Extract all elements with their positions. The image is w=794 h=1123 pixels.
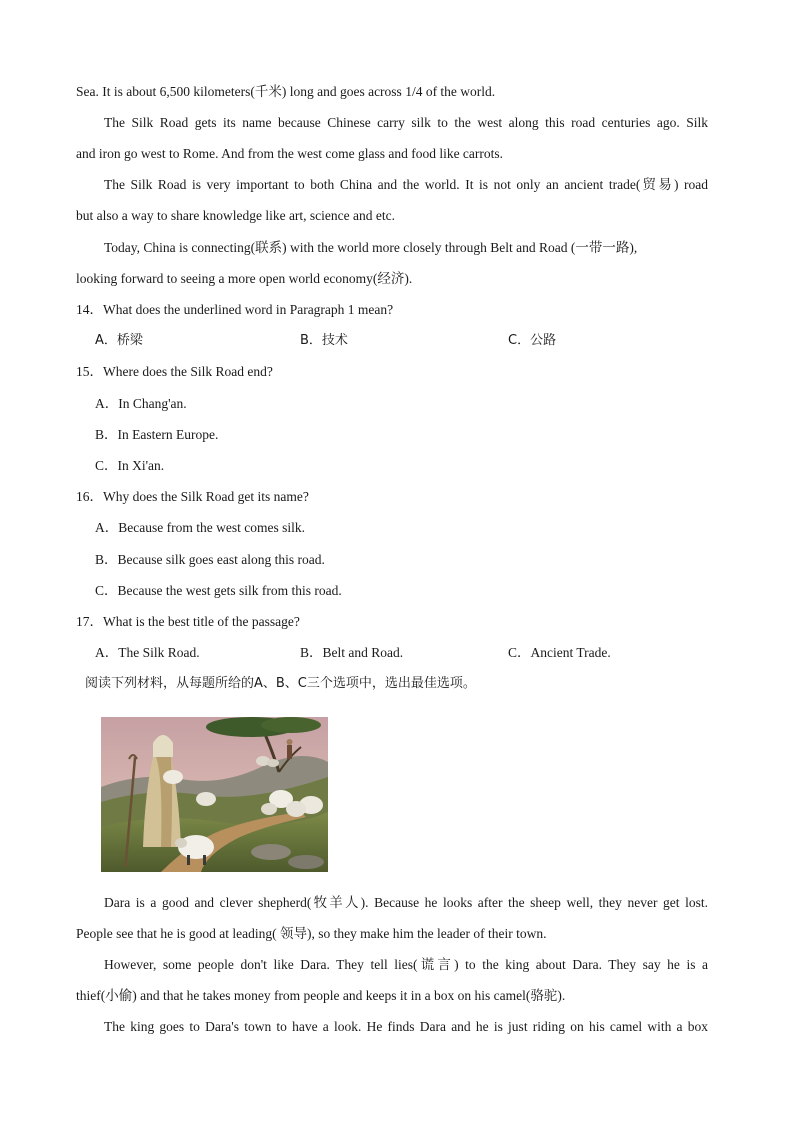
question-15-option-c[interactable]: C．In Xi'an. bbox=[95, 458, 165, 473]
shepherd-illustration bbox=[101, 717, 328, 872]
question-16-option-b[interactable]: B．Because silk goes east along this road. bbox=[95, 552, 325, 567]
question-14-option-a[interactable]: A．桥梁 bbox=[95, 333, 143, 348]
question-15-stem: 15．Where does the Silk Road end? bbox=[76, 364, 273, 379]
passage1-line-3: and iron go west to Rome. And from the west come glass and food like carrots. bbox=[76, 146, 504, 161]
passage1-line-5: but also a way to share knowledge like art, science and etc. bbox=[76, 208, 396, 223]
passage1-line-2: The Silk Road gets its name because Chinese carry silk to the west along this road centuries ago. Silk bbox=[104, 115, 708, 130]
question-16-stem: 16．Why does the Silk Road get its name? bbox=[76, 489, 309, 504]
passage2-line-2: People see that he is good at leading( 领导), so they make him the leader of their town. bbox=[76, 926, 547, 941]
question-14-stem: 14．What does the underlined word in Paragraph 1 mean? bbox=[76, 302, 394, 317]
passage2-line-4: thief(小偷) and that he takes money from people and keeps it in a box on his camel(骆驼). bbox=[76, 988, 566, 1003]
section-instruction: 阅读下列材料，从每题所给的A、B、C三个选项中，选出最佳选项。 bbox=[85, 676, 476, 691]
passage2-line-5: The king goes to Dara's town to have a look. He finds Dara and he is just riding on his camel with a box bbox=[104, 1019, 708, 1034]
question-16-option-a[interactable]: A．Because from the west comes silk. bbox=[95, 520, 305, 535]
question-17-stem: 17．What is the best title of the passage? bbox=[76, 614, 300, 629]
question-15-option-b[interactable]: B．In Eastern Europe. bbox=[95, 427, 219, 442]
question-16-option-c[interactable]: C．Because the west gets silk from this road. bbox=[95, 583, 342, 598]
passage2-line-3: However, some people don't like Dara. They tell lies(谎言) to the king about Dara. They say he is a bbox=[104, 957, 708, 972]
passage1-line-7: looking forward to seeing a more open world economy(经济). bbox=[76, 271, 413, 286]
question-15-option-a[interactable]: A．In Chang'an. bbox=[95, 396, 187, 411]
passage1-line-6: Today, China is connecting(联系) with the world more closely through Belt and Road (一带一路), bbox=[104, 240, 638, 255]
question-17-option-b[interactable]: B．Belt and Road. bbox=[300, 645, 404, 660]
question-14-option-c[interactable]: C．公路 bbox=[508, 333, 557, 348]
passage1-line-1: Sea. It is about 6,500 kilometers(千米) long and goes across 1/4 of the world. bbox=[76, 84, 496, 99]
passage2-line-1: Dara is a good and clever shepherd(牧羊人). Because he looks after the sheep well, they never get lost. bbox=[104, 895, 708, 910]
question-14-option-b[interactable]: B．技术 bbox=[300, 333, 348, 348]
question-17-option-a[interactable]: A．The Silk Road. bbox=[95, 645, 200, 660]
passage1-line-4: The Silk Road is very important to both China and the world. It is not only an ancient trade(贸易) road bbox=[104, 177, 708, 192]
question-17-option-c[interactable]: C．Ancient Trade. bbox=[508, 645, 611, 660]
